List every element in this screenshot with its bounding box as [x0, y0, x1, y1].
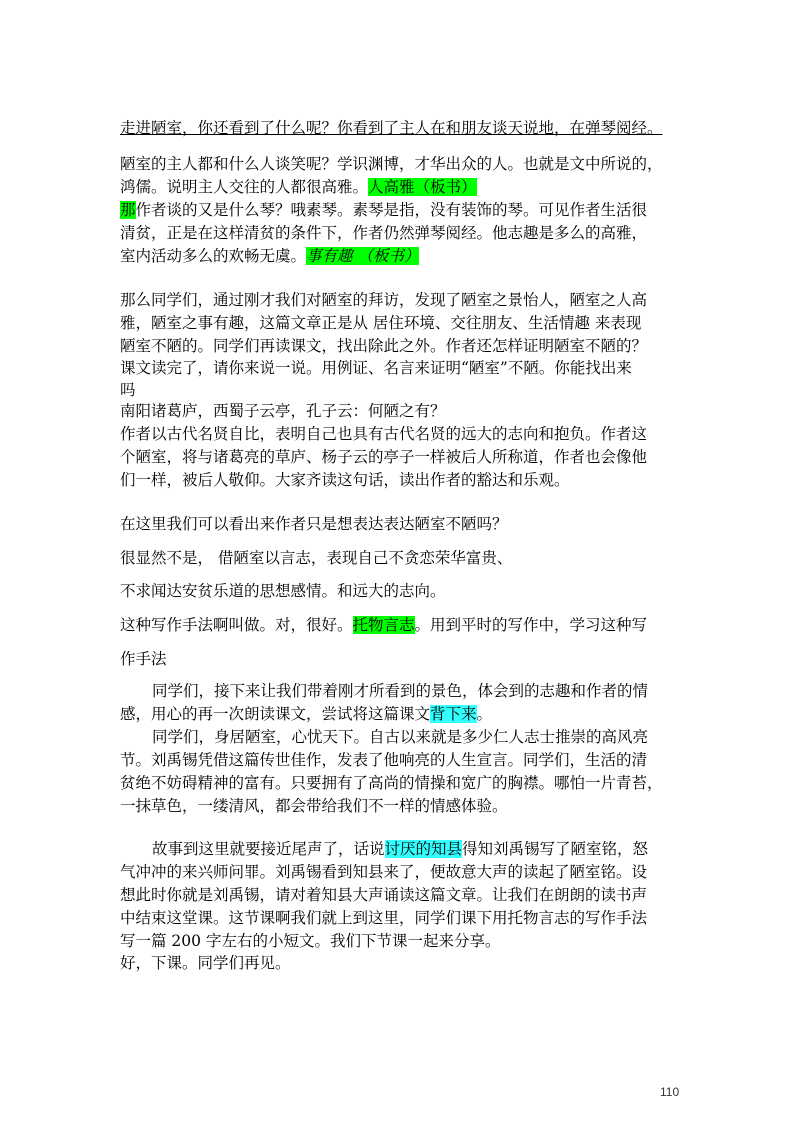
text-line: 陋室的主人都和什么人谈笑呢？学识渊博，才华出众的人。也就是文中所说的， [120, 155, 663, 173]
highlight-board-note: 事有趣 （板书） [306, 247, 420, 265]
highlight-word: 那 [120, 201, 136, 219]
text-line: 很显然不是， 借陋室以言志，表现自己不贪恋荣华富贵、 [120, 549, 513, 567]
text-line [120, 703, 492, 725]
text-line [120, 614, 647, 636]
highlight-term: 讨厌的知县 [384, 840, 463, 858]
question-line: 在这里我们可以看出来作者只是想表达表达陋室不陋吗？ [120, 515, 508, 533]
text-line [120, 199, 647, 221]
text-line [120, 245, 419, 267]
text-line: 写一篇 200 字左右的小短文。我们下节课一起来分享。 [120, 932, 501, 950]
text-line: 作手法 [120, 650, 167, 668]
text-line: 气冲冲的来兴师问罪。刘禹锡看到知县来了，便故意大声的读起了陋室铭。设 [120, 863, 648, 881]
text-line: 陋室不陋的。同学们再读课文，找出除此之外。作者还怎样证明陋室不陋的？ [120, 337, 648, 355]
text-line: 不求闻达安贫乐道的思想感情。和远大的志向。 [120, 582, 446, 600]
text-line: 雅，陋室之事有趣，这篇文章正是从 居住环境、交往朋友、生活情趣 来表现 [120, 314, 642, 332]
text-line: 作者以古代名贤自比，表明自己也具有古代名贤的远大的志向和抱负。作者这 [120, 425, 648, 443]
text-line: 同学们，接下来让我们带着刚才所看到的景色，体会到的志趣和作者的情 [152, 682, 649, 700]
highlight-board-note: 人高雅（板书） [368, 178, 477, 196]
text-line [120, 176, 477, 198]
text-line: 们一样，被后人敬仰。大家齐读这句话，读出作者的豁达和乐观。 [120, 471, 570, 489]
text-span: 作者谈的又是什么琴？哦素琴。素琴是指，没有装饰的琴。可见作者生活很 [135, 201, 648, 219]
text-span: 。用到平时的写作中，学习这种写 [414, 616, 648, 634]
text-line: 个陋室，将与诸葛亮的草庐、杨子云的亭子一样被后人所称道，作者也会像他 [120, 448, 648, 466]
text-line: 同学们，身居陋室，心忧天下。自古以来就是多少仁人志士推崇的高风亮 [152, 728, 649, 746]
text-line: 想此时你就是刘禹锡，请对着知县大声诵读这篇文章。让我们在朗朗的读书声 [120, 886, 648, 904]
text-line: 好，下课。同学们再见。 [120, 954, 291, 972]
highlight-term: 托物言志 [352, 616, 415, 634]
text-span: 室内活动多么的欢畅无虞。 [120, 247, 307, 265]
text-line: 节。刘禹锡凭借这篇传世佳作，发表了他响亮的人生宣言。同学们，生活的清 [120, 751, 648, 769]
text-line [152, 838, 648, 860]
intro-line: 走进陋室，你还看到了什么呢？你看到了主人在和朋友谈天说地，在弹琴阅经。 [120, 119, 663, 137]
text-line: 南阳诸葛庐，西蜀子云亭，孔子云：何陋之有？ [120, 402, 446, 420]
text-line: 清贫，正是在这样清贫的条件下，作者仍然弹琴阅经。他志趣是多么的高雅， [120, 224, 648, 242]
text-line: 那么同学们，通过刚才我们对陋室的拜访，发现了陋室之景怡人，陋室之人高 [120, 291, 648, 309]
text-span: 。 [476, 705, 493, 723]
text-span: 感，用心的再一次朗读课文，尝试将这篇课文 [120, 705, 431, 723]
text-line: 中结束这堂课。这节课啊我们就上到这里，同学们课下用托物言志的写作手法 [120, 909, 648, 927]
highlight-term: 背下来 [430, 705, 477, 723]
text-span: 这种写作手法啊叫做。对，很好。 [120, 616, 353, 634]
text-line: 吗 [120, 381, 136, 399]
text-line: 课文读完了，请你来说一说。用例证、名言来证明“陋室”不陋。你能找出来 [120, 359, 632, 377]
text-span: 鸿儒。说明主人交往的人都很高雅。 [120, 178, 369, 196]
text-span: 得知刘禹锡写了陋室铭，怒 [462, 840, 649, 858]
page-number: 110 [660, 1085, 680, 1099]
text-line: 贫绝不妨碍精神的富有。只要拥有了高尚的情操和宽广的胸襟。哪怕一片青苔， [120, 774, 663, 792]
text-span: 故事到这里就要接近尾声了，话说 [152, 840, 385, 858]
text-line: 一抹草色，一缕清风，都会带给我们不一样的情感体验。 [120, 797, 508, 815]
